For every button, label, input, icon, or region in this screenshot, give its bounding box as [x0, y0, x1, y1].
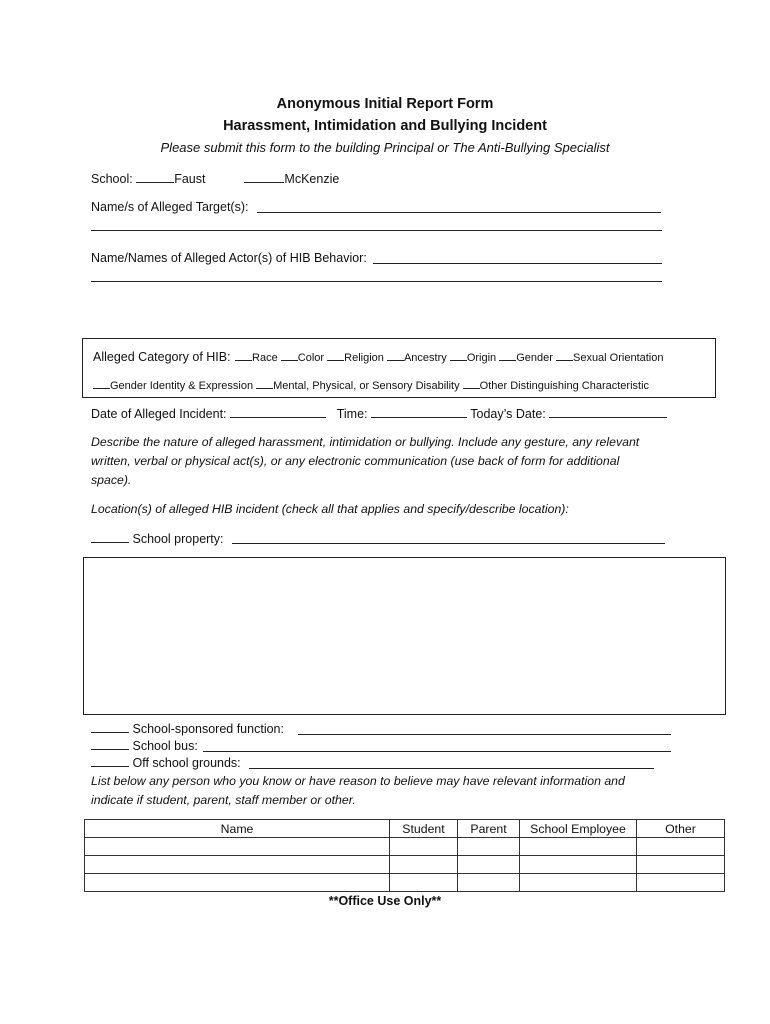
school-row	[91, 171, 339, 186]
form-title: Anonymous Initial Report Form	[276, 96, 494, 112]
person-name-cell[interactable]	[85, 838, 390, 856]
sponsored-label: School-sponsored function:	[132, 722, 284, 736]
person-student-cell[interactable]	[390, 874, 458, 892]
school-option-mckenzie: McKenzie	[284, 172, 340, 186]
school-option-faust: Faust	[174, 172, 206, 186]
school-faust-blank[interactable]	[136, 171, 174, 183]
sponsored-row	[91, 721, 284, 736]
category-disability: Mental, Physical, or Sensory Disability	[273, 380, 460, 392]
describe-line-3: space).	[91, 473, 132, 487]
category-other-characteristic: Other Distinguishing Characteristic	[479, 380, 650, 392]
col-student: Student	[390, 820, 458, 838]
category-religion-blank[interactable]	[327, 349, 344, 361]
location-intro: Location(s) of alleged HIB incident (check all that applies and specify/describe location):	[91, 502, 569, 516]
category-other-blank[interactable]	[463, 377, 480, 389]
category-color-blank[interactable]	[281, 349, 298, 361]
person-name-cell[interactable]	[85, 856, 390, 874]
persons-table-header	[85, 820, 725, 838]
persons-line-1: List below any person who you know or have reason to believe may have relevant information and	[91, 774, 625, 788]
person-parent-cell[interactable]	[458, 838, 520, 856]
school-property-check[interactable]	[91, 531, 129, 543]
off-grounds-check[interactable]	[91, 755, 129, 767]
category-race: Race	[252, 352, 278, 364]
category-ancestry: Ancestry	[403, 352, 447, 364]
targets-field-line1[interactable]	[257, 212, 661, 213]
category-religion: Religion	[344, 352, 384, 364]
incident-time-field[interactable]	[371, 406, 467, 418]
category-gender-identity-blank[interactable]	[93, 377, 110, 389]
form-subtitle: Harassment, Intimidation and Bullying Incident	[223, 118, 547, 134]
category-sexual-orientation: Sexual Orientation	[572, 352, 664, 364]
bus-label: School bus:	[132, 739, 198, 753]
sponsored-check[interactable]	[91, 721, 129, 733]
category-gender-identity: Gender Identity & Expression	[110, 380, 254, 392]
targets-field-line2[interactable]	[91, 230, 662, 231]
targets-label: Name/s of Alleged Target(s):	[91, 200, 249, 214]
off-grounds-field[interactable]	[249, 768, 654, 769]
description-box[interactable]	[83, 557, 726, 715]
category-disability-blank[interactable]	[256, 377, 273, 389]
table-row	[85, 856, 725, 874]
col-parent: Parent	[458, 820, 520, 838]
col-other: Other	[637, 820, 725, 838]
table-row	[85, 874, 725, 892]
form-instruction: Please submit this form to the building Principal or The Anti-Bullying Specialist	[160, 140, 610, 155]
person-employee-cell[interactable]	[520, 874, 637, 892]
person-student-cell[interactable]	[390, 856, 458, 874]
category-gender: Gender	[516, 352, 553, 364]
table-row	[85, 838, 725, 856]
sponsored-field[interactable]	[298, 734, 671, 735]
school-label: School:	[91, 172, 133, 186]
person-student-cell[interactable]	[390, 838, 458, 856]
person-name-cell[interactable]	[85, 874, 390, 892]
category-ancestry-blank[interactable]	[387, 349, 404, 361]
category-sexual-orientation-blank[interactable]	[556, 349, 573, 361]
off-grounds-label: Off school grounds:	[132, 756, 241, 770]
incident-date-field[interactable]	[230, 406, 326, 418]
describe-line-1: Describe the nature of alleged harassment, intimidation or bullying. Include any gesture, any relevant	[91, 435, 640, 449]
person-parent-cell[interactable]	[458, 874, 520, 892]
today-date-field[interactable]	[549, 406, 667, 418]
category-race-blank[interactable]	[235, 349, 252, 361]
person-parent-cell[interactable]	[458, 856, 520, 874]
incident-time-label: Time:	[336, 407, 368, 421]
category-color: Color	[297, 352, 325, 364]
describe-line-2: written, verbal or physical act(s), or any electronic communication (use back of form for additional	[91, 454, 620, 468]
today-date-label: Today’s Date:	[470, 407, 546, 421]
category-origin: Origin	[466, 352, 497, 364]
category-box	[82, 338, 716, 398]
school-property-label: School property:	[132, 532, 224, 546]
off-grounds-row	[91, 755, 241, 770]
person-other-cell[interactable]	[637, 838, 725, 856]
category-label: Alleged Category of HIB:	[93, 350, 231, 364]
incident-row	[91, 406, 667, 421]
actors-field-line1[interactable]	[373, 263, 662, 264]
bus-field[interactable]	[203, 751, 671, 752]
bus-row	[91, 738, 198, 753]
category-gender-blank[interactable]	[499, 349, 516, 361]
school-property-row	[91, 531, 224, 546]
col-name: Name	[85, 820, 390, 838]
person-employee-cell[interactable]	[520, 838, 637, 856]
category-row-2	[93, 377, 649, 392]
actors-field-line2[interactable]	[91, 281, 662, 282]
person-employee-cell[interactable]	[520, 856, 637, 874]
bus-check[interactable]	[91, 738, 129, 750]
school-mckenzie-blank[interactable]	[244, 171, 284, 183]
school-property-field[interactable]	[232, 543, 665, 544]
persons-line-2: indicate if student, parent, staff member or other.	[91, 793, 356, 807]
category-row-1	[93, 348, 663, 366]
actors-label: Name/Names of Alleged Actor(s) of HIB Behavior:	[91, 251, 367, 265]
persons-table	[84, 819, 725, 892]
category-origin-blank[interactable]	[450, 349, 467, 361]
person-other-cell[interactable]	[637, 856, 725, 874]
office-use-only: **Office Use Only**	[328, 894, 442, 908]
person-other-cell[interactable]	[637, 874, 725, 892]
col-school-employee: School Employee	[520, 820, 637, 838]
incident-date-label: Date of Alleged Incident:	[91, 407, 227, 421]
